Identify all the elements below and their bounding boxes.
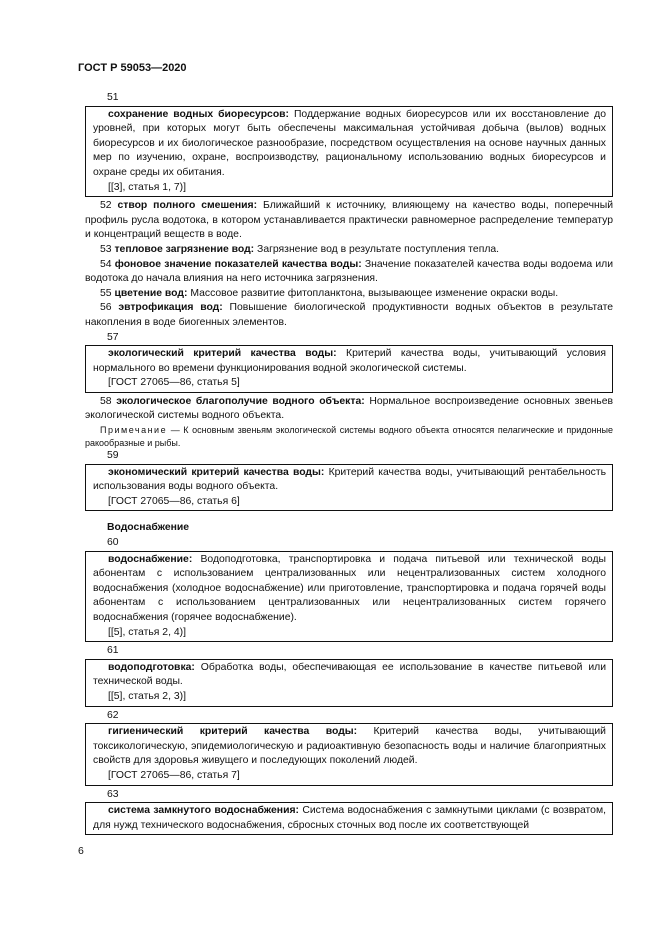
entry-number: 58 — [100, 395, 112, 407]
term: сохранение водных биоресурсов: — [108, 108, 290, 120]
definition: Обработка воды, обеспечивающая ее использование в качестве питьевой или технической воды. — [93, 661, 606, 688]
definition: Значение показателей качества воды водоема или водотока до начала влияния на него источника загрязнения. — [85, 258, 613, 285]
term: створ полного смешения: — [117, 200, 258, 212]
entry-52 — [85, 199, 613, 243]
entry-number: 51 — [107, 92, 119, 103]
entry-box-51 — [85, 106, 613, 198]
definition: Повышение биологической продуктивности водных объектов в результате накопления в воде биогенных элементов. — [85, 302, 613, 328]
term: тепловое загрязнение вод: — [114, 243, 255, 255]
entry-number: 54 — [100, 258, 112, 270]
entry-text — [93, 466, 606, 495]
entry-box-57 — [85, 345, 613, 393]
entry-number: 60 — [107, 537, 119, 549]
entry-text — [93, 108, 606, 181]
entry-54 — [85, 258, 613, 287]
document-body — [85, 91, 613, 837]
entry-text — [93, 804, 606, 833]
note — [85, 424, 613, 449]
section-title: Водоснабжение — [107, 522, 190, 534]
entry-number: 63 — [107, 788, 119, 800]
definition: Поддержание водных биоресурсов или их восстановление до уровней, при которых могут быть обеспечены максимальная устойчивая добыча (вылов) водных биоресурсов и их биологическое разнообразие, посредством осуществления на основе научных данных мер по изучению, охране, воспроизводству, рациональному использованию водных биоресурсов и охране среды их обитания. — [93, 108, 606, 178]
definition: Массовое развитие фитопланктона, вызывающее изменение окраски воды. — [187, 287, 559, 299]
term: экономический критерий качества воды: — [108, 466, 325, 478]
entry-number: 56 — [100, 302, 112, 314]
term: гигиенический критерий качества воды: — [108, 726, 358, 738]
definition: Загрязнение вод в результате поступления тепла. — [254, 243, 500, 255]
entry-text — [93, 553, 606, 626]
standard-header: ГОСТ Р 59053—2020 — [78, 62, 187, 74]
entry-number: 62 — [107, 709, 119, 721]
definition: Система водоснабжения с замкнутыми циклами (с возвратом, для нужд технического водоснабжения, сбросных сточных вод после их соответствующей — [93, 805, 606, 831]
term: экологическое благополучие водного объекта: — [116, 395, 365, 407]
note-label: Примечание — [100, 425, 168, 436]
definition: Ближайший к источнику, влияющему на качество воды, поперечный профиль русла водотока, в котором устанавливается практически равномерное распределение температур и концентраций веществ в воде. — [85, 200, 613, 241]
term: система замкнутого водоснабжения: — [108, 805, 299, 817]
entry-box-63 — [85, 802, 613, 835]
definition: Критерий качества воды, учитывающий токсикологическую, эпидемиологическую и радиоактивную безопасность воды и наличие благоприятных свойств для здоровья живущего и последующих поколений людей. — [93, 726, 606, 767]
definition: Нормальное воспроизведение основных звеньев экологической системы водного объекта. — [85, 395, 614, 422]
term: эвтрофикация вод: — [118, 302, 223, 314]
entry-box-59 — [85, 464, 613, 512]
entry-box-61 — [85, 659, 613, 707]
entry-text — [93, 725, 606, 769]
entry-56 — [85, 301, 613, 330]
entry-53 — [85, 243, 613, 258]
reference: [[3], статья 1, 7)] — [108, 181, 186, 193]
entry-text — [93, 661, 606, 690]
entry-number: 55 — [100, 287, 112, 299]
reference: [ГОСТ 27065—86, статья 6] — [108, 495, 240, 507]
entry-55 — [85, 287, 613, 302]
term: экологический критерий качества воды: — [108, 348, 337, 360]
term: цветение вод: — [114, 287, 188, 299]
note-text: — К основным звеньям экологической системы водного объекта относятся пелагические и придонные ракообразные и рыбы. — [85, 425, 613, 448]
entry-text — [93, 347, 606, 376]
entry-number: 57 — [107, 331, 119, 343]
reference: [ГОСТ 27065—86, статья 7] — [108, 769, 240, 781]
entry-box-60 — [85, 551, 613, 643]
reference: [ГОСТ 27065—86, статья 5] — [108, 377, 240, 389]
entry-number: 53 — [100, 243, 112, 255]
definition: Критерий качества воды, учитывающий рентабельность использования воды водного объекта. — [93, 466, 606, 493]
reference: [[5], статья 2, 3)] — [108, 690, 186, 702]
term: водоснабжение: — [108, 553, 193, 565]
definition: Критерий качества воды, учитывающий условия нормального во времени функционирования водной экологической системы. — [93, 348, 606, 374]
entry-58 — [85, 395, 613, 424]
entry-number: 52 — [100, 200, 112, 212]
entry-number: 61 — [107, 645, 119, 657]
entry-number: 59 — [107, 450, 119, 462]
term: водоподготовка: — [108, 661, 195, 673]
term: фоновое значение показателей качества воды: — [114, 258, 362, 270]
entry-box-62 — [85, 723, 613, 785]
definition: Водоподготовка, транспортировка и подача питьевой или технической воды абонентам с использованием централизованных или нецентрализованных систем холодного водоснабжения (холодное водоснабжение) или приготовление, транспортировка и подача горячей воды абонентам с использованием централизованных или нецентрализованных систем горячего водоснабжения (горячее водоснабжение). — [93, 553, 606, 623]
reference: [[5], статья 2, 4)] — [108, 626, 186, 638]
page-number: 6 — [78, 845, 84, 857]
